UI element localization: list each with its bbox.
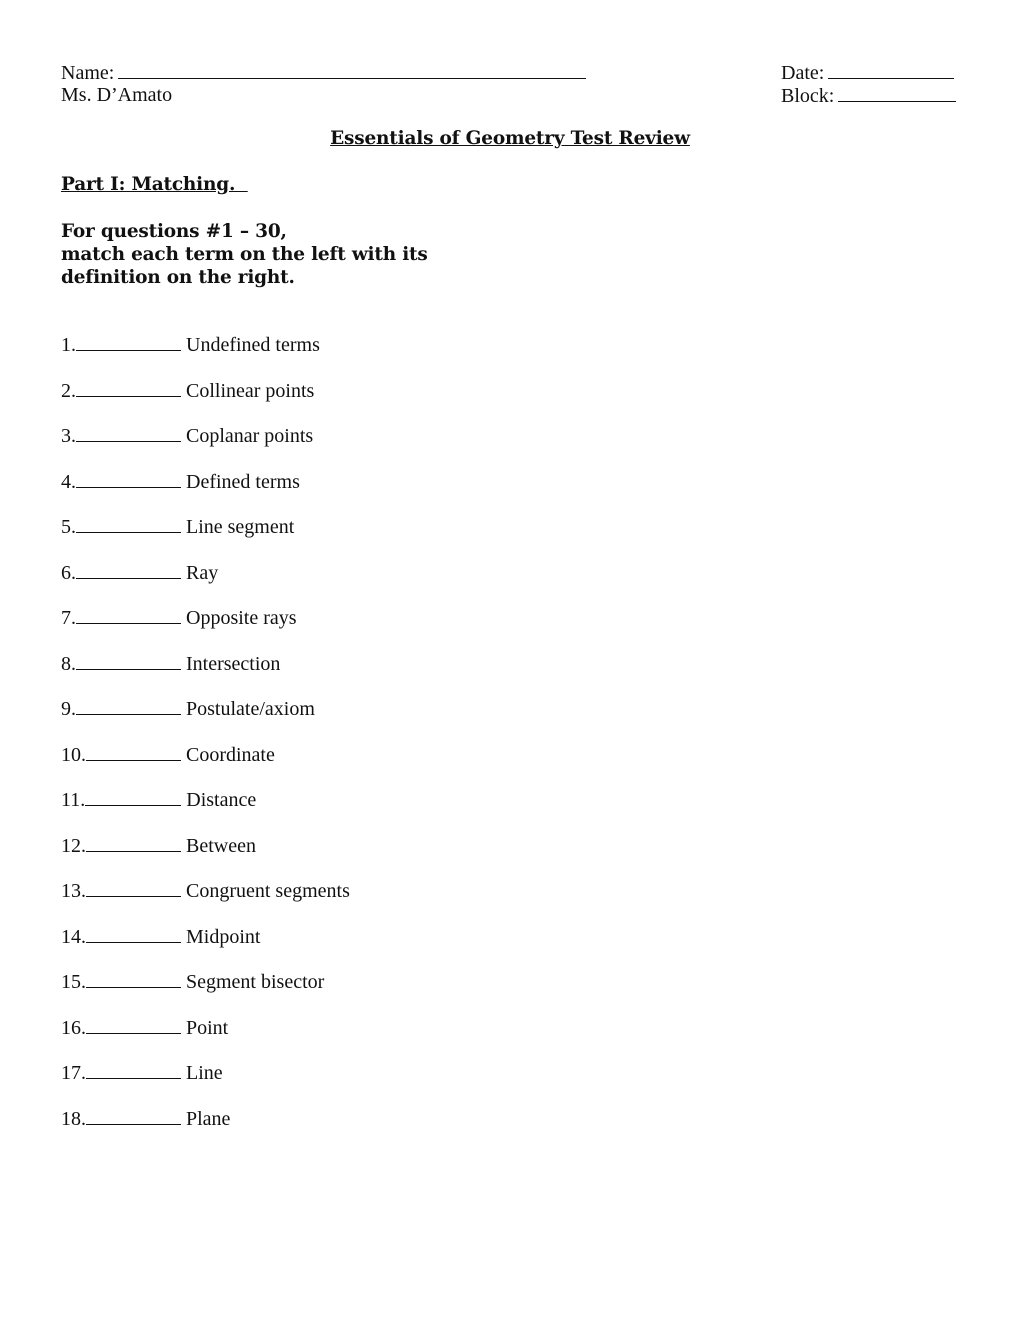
item-term: Opposite rays bbox=[186, 607, 297, 629]
matching-item bbox=[61, 741, 350, 787]
answer-blank[interactable] bbox=[86, 1106, 181, 1125]
instructions bbox=[61, 220, 428, 289]
matching-list bbox=[61, 331, 350, 1150]
item-term: Plane bbox=[186, 1107, 231, 1130]
item-term: Segment bisector bbox=[186, 971, 325, 993]
block-blank[interactable] bbox=[838, 84, 956, 102]
item-number: 11. bbox=[61, 789, 86, 811]
matching-item bbox=[61, 650, 350, 696]
item-number: 8. bbox=[61, 652, 76, 675]
matching-item bbox=[61, 604, 350, 650]
matching-item bbox=[61, 1014, 350, 1060]
matching-item bbox=[61, 877, 350, 923]
item-number: 7. bbox=[61, 607, 76, 629]
item-term: Collinear points bbox=[186, 379, 315, 402]
item-term: Coordinate bbox=[186, 743, 275, 766]
date-line bbox=[781, 61, 954, 85]
name-line bbox=[61, 61, 586, 85]
matching-item bbox=[61, 923, 350, 969]
item-term: Defined terms bbox=[186, 470, 300, 493]
item-number: 18. bbox=[61, 1107, 86, 1130]
answer-blank[interactable] bbox=[76, 332, 181, 351]
matching-item bbox=[61, 695, 350, 741]
item-term: Line segment bbox=[186, 516, 295, 538]
item-term: Line bbox=[186, 1062, 223, 1084]
instruction-line: For questions #1 – 30, bbox=[61, 221, 287, 242]
item-term: Intersection bbox=[186, 652, 281, 675]
item-number: 15. bbox=[61, 971, 86, 993]
item-number: 4. bbox=[61, 470, 76, 493]
teacher-name: Ms. D’Amato bbox=[61, 84, 173, 106]
answer-blank[interactable] bbox=[76, 469, 181, 488]
item-term: Midpoint bbox=[186, 925, 261, 948]
instruction-line: definition on the right. bbox=[61, 267, 295, 288]
answer-blank[interactable] bbox=[76, 605, 181, 624]
matching-item bbox=[61, 468, 350, 514]
answer-blank[interactable] bbox=[76, 560, 181, 579]
answer-blank[interactable] bbox=[76, 514, 181, 533]
page-title bbox=[0, 128, 1020, 149]
item-number: 13. bbox=[61, 880, 86, 902]
matching-item bbox=[61, 422, 350, 468]
answer-blank[interactable] bbox=[76, 378, 181, 397]
item-number: 14. bbox=[61, 925, 86, 948]
item-number: 17. bbox=[61, 1062, 86, 1084]
item-term: Undefined terms bbox=[186, 334, 320, 356]
date-blank[interactable] bbox=[828, 61, 954, 79]
matching-item bbox=[61, 513, 350, 559]
matching-item bbox=[61, 1105, 350, 1151]
answer-blank[interactable] bbox=[86, 969, 181, 988]
answer-blank[interactable] bbox=[86, 924, 181, 943]
item-term: Coplanar points bbox=[186, 425, 314, 447]
item-term: Congruent segments bbox=[186, 880, 350, 902]
item-term: Postulate/axiom bbox=[186, 698, 315, 720]
item-number: 10. bbox=[61, 743, 86, 766]
answer-blank[interactable] bbox=[86, 833, 181, 852]
date-label: Date: bbox=[781, 62, 825, 84]
block-line bbox=[781, 84, 956, 108]
answer-blank[interactable] bbox=[86, 1015, 181, 1034]
item-number: 6. bbox=[61, 561, 76, 584]
item-term: Point bbox=[186, 1016, 229, 1039]
instruction-line: match each term on the left with its bbox=[61, 244, 428, 265]
page-title-text: Essentials of Geometry Test Review bbox=[330, 128, 690, 149]
answer-blank[interactable] bbox=[76, 696, 181, 715]
item-term: Distance bbox=[186, 789, 257, 811]
matching-item bbox=[61, 559, 350, 605]
answer-blank[interactable] bbox=[76, 423, 181, 442]
item-number: 2. bbox=[61, 379, 76, 402]
item-number: 16. bbox=[61, 1016, 86, 1039]
name-blank[interactable] bbox=[118, 61, 586, 79]
answer-blank[interactable] bbox=[85, 787, 181, 806]
item-number: 3. bbox=[61, 425, 76, 447]
answer-blank[interactable] bbox=[76, 651, 181, 670]
item-number: 1. bbox=[61, 334, 76, 356]
item-number: 5. bbox=[61, 516, 76, 538]
item-number: 12. bbox=[61, 834, 86, 857]
part-heading: Part I: Matching. bbox=[61, 174, 248, 195]
item-number: 9. bbox=[61, 698, 76, 720]
item-term: Ray bbox=[186, 561, 219, 584]
matching-item bbox=[61, 968, 350, 1014]
answer-blank[interactable] bbox=[86, 742, 181, 761]
matching-item bbox=[61, 832, 350, 878]
matching-item bbox=[61, 331, 350, 377]
answer-blank[interactable] bbox=[86, 878, 181, 897]
name-label: Name: bbox=[61, 62, 115, 84]
block-label: Block: bbox=[781, 85, 835, 107]
item-term: Between bbox=[186, 834, 256, 857]
matching-item bbox=[61, 1059, 350, 1105]
answer-blank[interactable] bbox=[86, 1060, 181, 1079]
matching-item bbox=[61, 786, 350, 832]
matching-item bbox=[61, 377, 350, 423]
